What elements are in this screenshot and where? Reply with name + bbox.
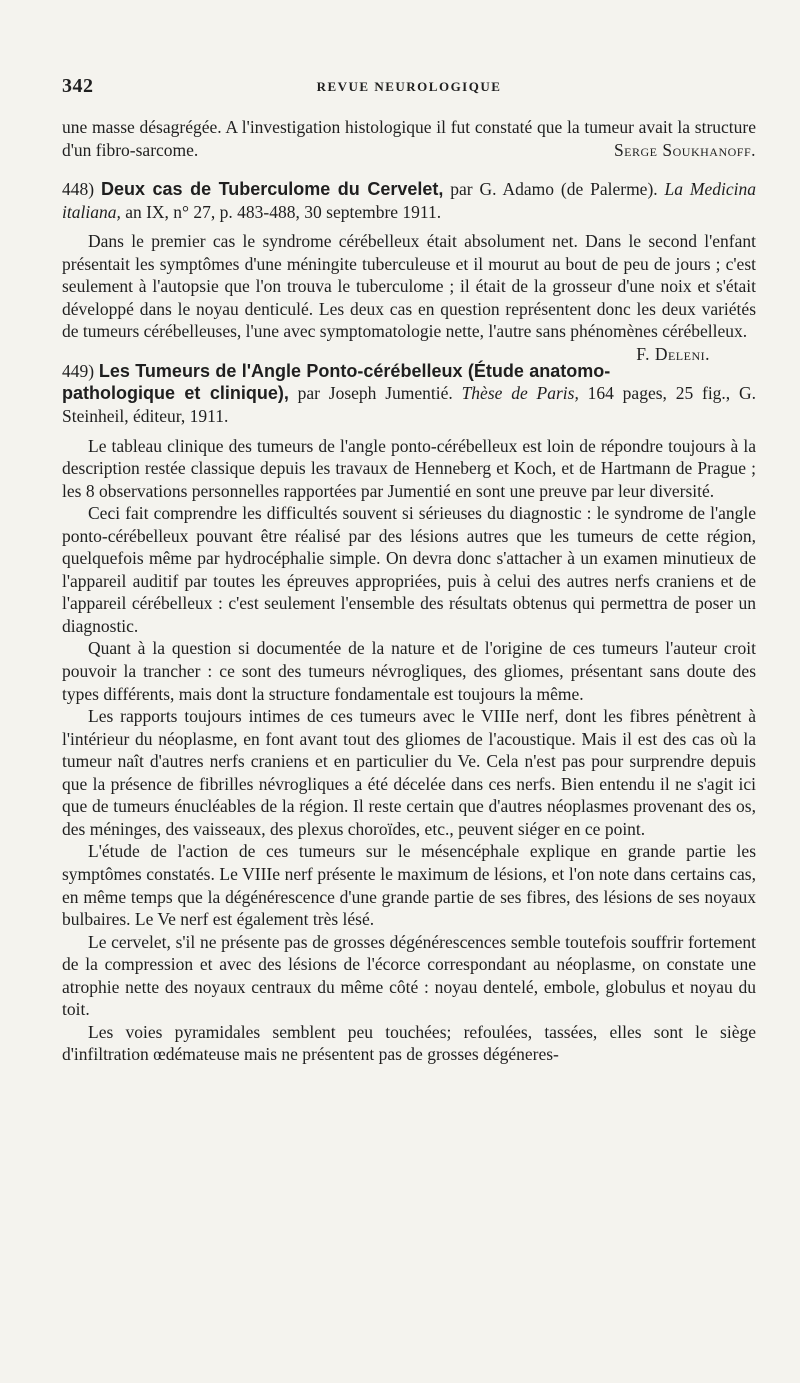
- entry-heading: [62, 360, 756, 428]
- entry-title: Les Tumeurs de l'Angle Ponto-cérébelleux (Étude anatomo-pathologique et clinique),: [62, 360, 611, 404]
- page-header: [62, 75, 756, 99]
- thesis-label: Thèse de Paris,: [461, 383, 579, 404]
- page-number: 342: [62, 75, 94, 97]
- paragraph: Les rapports toujours intimes de ces tumeurs avec le VIIIe nerf, dont les fibres pénètrent à l'intérieur du néoplasme, en font avant tout des gliomes de l'acoustique. Mais il est des cas où la tumeur naît d'autres nerfs craniens et en particulier du Ve. Cela n'est pas pour surprendre depuis que la présence de fibrilles névrogliques a été décelée dans ces nerfs. Bien entendu il ne s'agit ici que de tumeurs énucléables de la région. Il reste certain que d'autres néoplasmes provenant des os, des méninges, des vaisseaux, des plexus choroïdes, etc., peuvent siéger en ce point.: [62, 706, 756, 839]
- entry-byline: par Joseph Jumentié.: [288, 383, 462, 404]
- running-title: REVUE NEUROLOGIQUE: [316, 79, 502, 94]
- paragraph: Ceci fait comprendre les difficultés souvent si sérieuses du diagnostic : le syndrome de l'angle ponto-cérébelleux pouvant être réalisé par des lésions autres que les tumeurs de cette région, quelquefois même par hydrocéphalie simple. On devra donc s'attacher à un examen minutieux de l'appareil auditif par toutes les épreuves appropriées, puis à celui des autres nerfs craniens et de l'appareil cérébelleux : c'est seulement l'ensemble des résultats obtenus qui permettra de poser un diagnostic.: [62, 503, 756, 636]
- previous-review-author: Serge Soukhanoff.: [613, 139, 756, 160]
- entry-number: 449): [62, 360, 95, 381]
- publication-reference: 164 pages, 25 fig., G. Steinheil, éditeur, 1911.: [62, 383, 756, 427]
- review-entry-449: [62, 360, 756, 1066]
- paragraph: Les voies pyramidales semblent peu touchées; refoulées, tassées, elles sont le siège d'infiltration œdémateuse mais ne présentent pas de grosses dégéneres-: [62, 1021, 756, 1065]
- previous-review-end: [62, 116, 756, 161]
- article-body: [62, 116, 756, 1066]
- journal-reference: an IX, n° 27, p. 483-488, 30 septembre 1911.: [120, 201, 442, 222]
- entry-summary-text: Dans le premier cas le syndrome cérébelleux était absolument net. Dans le second l'enfant présentait les symptômes d'une méningite tuberculeuse et il mourut au bout de peu de jours ; c'est seulement à l'autopsie que l'on trouva le tuberculome ; il était de la grosseur d'une noix et s'était développé dans le noyau denticulé. Les deux cas en question représentent donc les deux variétés de tumeurs cérébelleuses, l'une avec symptomatologie nette, l'autre sans phénomènes cérébelleux.: [62, 231, 756, 342]
- entry-number: 448): [62, 179, 95, 200]
- paragraph: Le cervelet, s'il ne présente pas de grosses dégénérescences semble toutefois souffrir fortement de la compression et avec des lésions de l'écorce correspondant au néoplasme, on constate une atrophie nette des noyaux centraux du même côté : noyau dentelé, embole, globulus et noyau du toit.: [62, 931, 756, 1020]
- paragraph: Quant à la question si documentée de la nature et de l'origine de ces tumeurs l'auteur croit pouvoir la trancher : ce sont des tumeurs névrogliques, des gliomes, présentant sans doute des types différents, mais dont la structure fondamentale est toujours la même.: [62, 638, 756, 704]
- review-entry-448: [62, 178, 757, 364]
- entry-title: Deux cas de Tuberculome du Cervelet,: [100, 179, 444, 200]
- previous-review-text: une masse désagrégée. A l'investigation histologique il fut constaté que la tumeur avait la structure d'un fibro-sarcome.: [62, 117, 756, 160]
- reviewer-signature: F. Deleni.: [636, 343, 710, 364]
- paragraph: L'étude de l'action de ces tumeurs sur le mésencéphale explique en grande partie les symptômes constatés. Le VIIIe nerf présente le maximum de lésions, et l'on note dans certains cas, en même temps que la dégénérescence d'une grande partie de ses fibres, des lésions de ses noyaux bulbaires. Le Ve nerf est également très lésé.: [62, 841, 756, 930]
- paragraph: Le tableau clinique des tumeurs de l'angle ponto-cérébelleux est loin de répondre toujours à la description restée classique depuis les travaux de Henneberg et Koch, et de Hartmann de Prague ; les 8 observations personnelles rapportées par Jumentié en sont une preuve par leur diversité.: [62, 435, 756, 501]
- entry-heading: [62, 178, 756, 223]
- entry-summary: [62, 230, 756, 364]
- entry-byline: par G. Adamo (de Palerme).: [443, 179, 665, 200]
- journal-name: La Medicina italiana,: [62, 179, 757, 222]
